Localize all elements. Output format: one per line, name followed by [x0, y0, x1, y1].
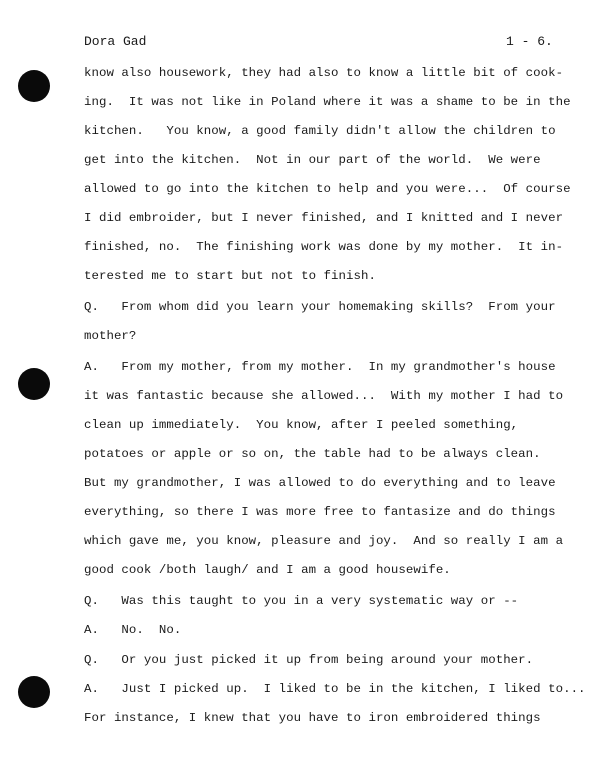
text-line: But my grandmother, I was allowed to do everything and to leave — [84, 476, 556, 490]
text-line: mother? — [84, 329, 137, 343]
text-line: know also housework, they had also to know a little bit of cook- — [84, 66, 564, 80]
text-line: For instance, I knew that you have to iron embroidered things — [84, 711, 541, 725]
text-line: allowed to go into the kitchen to help and you were... Of course — [84, 182, 571, 196]
text-line: Q. From whom did you learn your homemaking skills? From your — [84, 300, 556, 314]
text-line: it was fantastic because she allowed... With my mother I had to — [84, 389, 564, 403]
text-line: A. Just I picked up. I liked to be in the kitchen, I liked to... — [84, 682, 586, 696]
text-line: Q. Or you just picked it up from being around your mother. — [84, 653, 534, 667]
text-line: which gave me, you know, pleasure and joy. And so really I am a — [84, 534, 564, 548]
text-line: everything, so there I was more free to fantasize and do things — [84, 505, 556, 519]
binder-hole-icon — [18, 676, 50, 708]
text-line: get into the kitchen. Not in our part of the world. We were — [84, 153, 541, 167]
text-line: Q. Was this taught to you in a very systematic way or -- — [84, 594, 519, 608]
text-line: good cook /both laugh/ and I am a good housewife. — [84, 563, 451, 577]
text-line: finished, no. The finishing work was done by my mother. It in- — [84, 240, 564, 254]
interviewee-name: Dora Gad — [84, 34, 147, 49]
binder-hole-icon — [18, 368, 50, 400]
text-line: I did embroider, but I never finished, and I knitted and I never — [84, 211, 564, 225]
binder-hole-icon — [18, 70, 50, 102]
text-line: kitchen. You know, a good family didn't allow the children to — [84, 124, 556, 138]
text-line: clean up immediately. You know, after I peeled something, — [84, 418, 519, 432]
text-line: ing. It was not like in Poland where it was a shame to be in the — [84, 95, 571, 109]
text-line: A. No. No. — [84, 623, 182, 637]
text-line: terested me to start but not to finish. — [84, 269, 376, 283]
text-line: potatoes or apple or so on, the table had to be always clean. — [84, 447, 541, 461]
page-number: 1 - 6. — [506, 34, 553, 49]
text-line: A. From my mother, from my mother. In my grandmother's house — [84, 360, 556, 374]
